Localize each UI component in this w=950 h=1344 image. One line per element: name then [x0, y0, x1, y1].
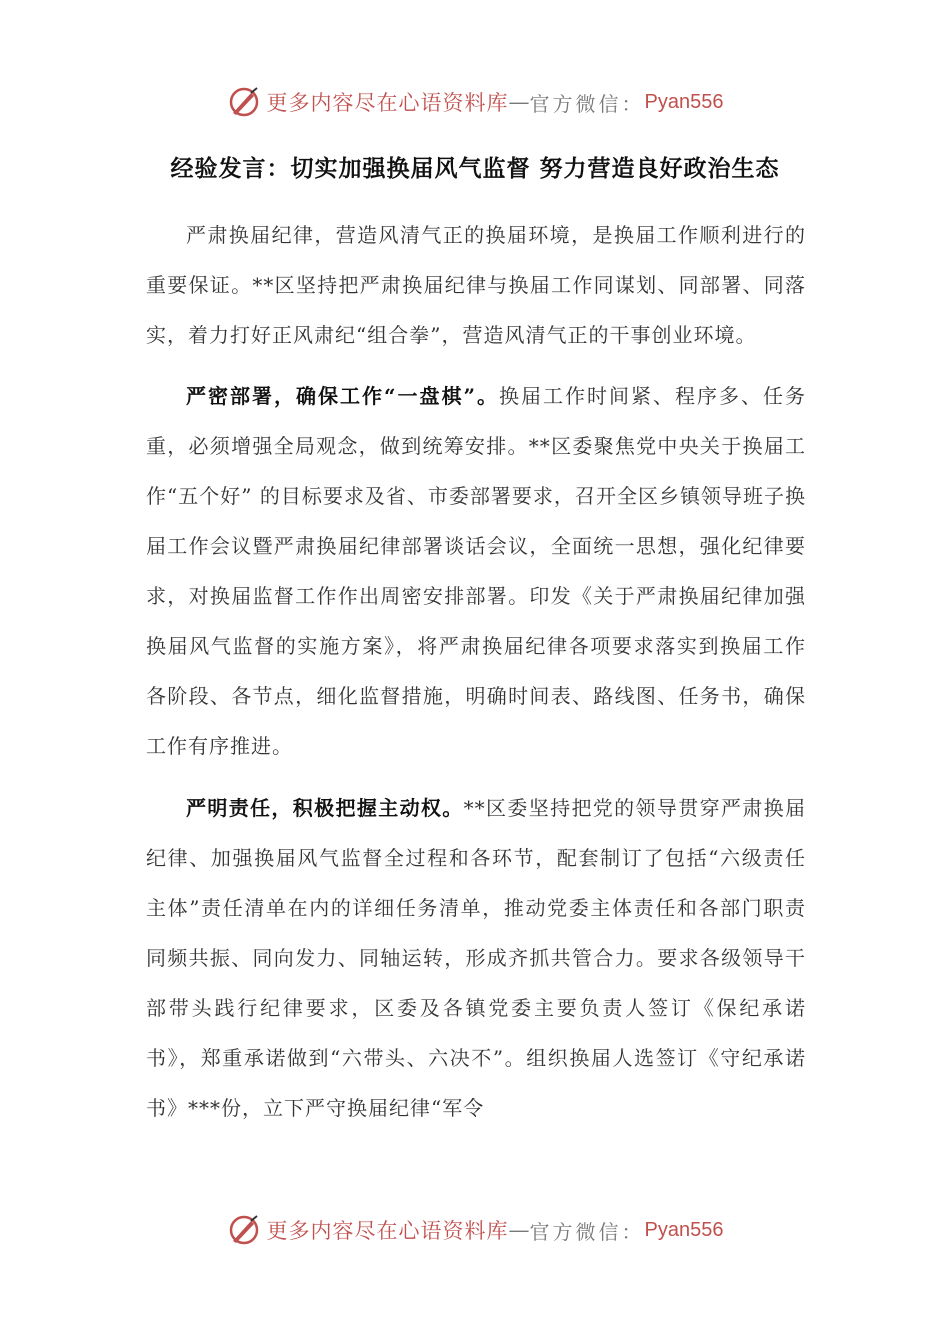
- paragraph-lead: 严密部署，确保工作“一盘棋”。: [186, 384, 499, 408]
- footer-banner: [0, 1210, 950, 1250]
- document-title: 经验发言：切实加强换届风气监督 努力营造良好政治生态: [170, 155, 780, 182]
- header-banner: [0, 82, 950, 122]
- paragraph: [146, 371, 806, 771]
- quill-logo-icon: [227, 85, 261, 119]
- paragraph-text: 换届工作时间紧、程序多、任务重，必须增强全局观念，做到统筹安排。**区委聚焦党中央关于换届工作“五个好” 的目标要求及省、市委部署要求，召开全区乡镇领导班子换届工作会议暨严肃换届纪律部署谈话会议，全面统一思想，强化纪律要求，对换届监督工作作出周密安排部署。印发《关于严肃换届纪律加强换届风气监督的实施方案》，将严肃换届纪律各项要求落实到换届工作各阶段、各节点，细化监督措施，明确时间表、路线图、任务书，确保工作有序推进。: [146, 384, 806, 758]
- paragraph-text: 严肃换届纪律，营造风清气正的换届环境，是换届工作顺利进行的重要保证。**区坚持把严肃换届纪律与换届工作同谋划、同部署、同落实，着力打好正风肃纪“组合拳”，营造风清气正的干事创业环境。: [146, 223, 806, 347]
- document-body: [146, 210, 806, 1133]
- paragraph: [146, 210, 806, 360]
- paragraph-lead: 严明责任，积极把握主动权。: [186, 796, 464, 820]
- wechat-id: Pyan556: [644, 90, 724, 113]
- banner-dash: —: [508, 1218, 530, 1242]
- brand-text: 更多内容尽在心语资料库: [266, 1219, 509, 1243]
- wechat-label: 官方微信：: [529, 91, 645, 116]
- wechat-label: 官方微信：: [529, 1219, 645, 1244]
- paragraph-text: **区委坚持把党的领导贯穿严肃换届纪律、加强换届风气监督全过程和各环节，配套制订了包括“六级责任主体”责任清单在内的详细任务清单，推动党委主体责任和各部门职责同频共振、同向发力、同轴运转，形成齐抓共管合力。要求各级领导干部带头践行纪律要求，区委及各镇党委主要负责人签订《保纪承诺书》，郑重承诺做到“六带头、六决不”。组织换届人选签订《守纪承诺书》***份，立下严守换届纪律“军令: [146, 796, 807, 1120]
- wechat-id: Pyan556: [644, 1218, 724, 1241]
- brand-text: 更多内容尽在心语资料库: [266, 91, 509, 115]
- quill-logo-icon: [227, 1213, 261, 1247]
- paragraph: [146, 783, 806, 1133]
- banner-dash: —: [508, 90, 530, 114]
